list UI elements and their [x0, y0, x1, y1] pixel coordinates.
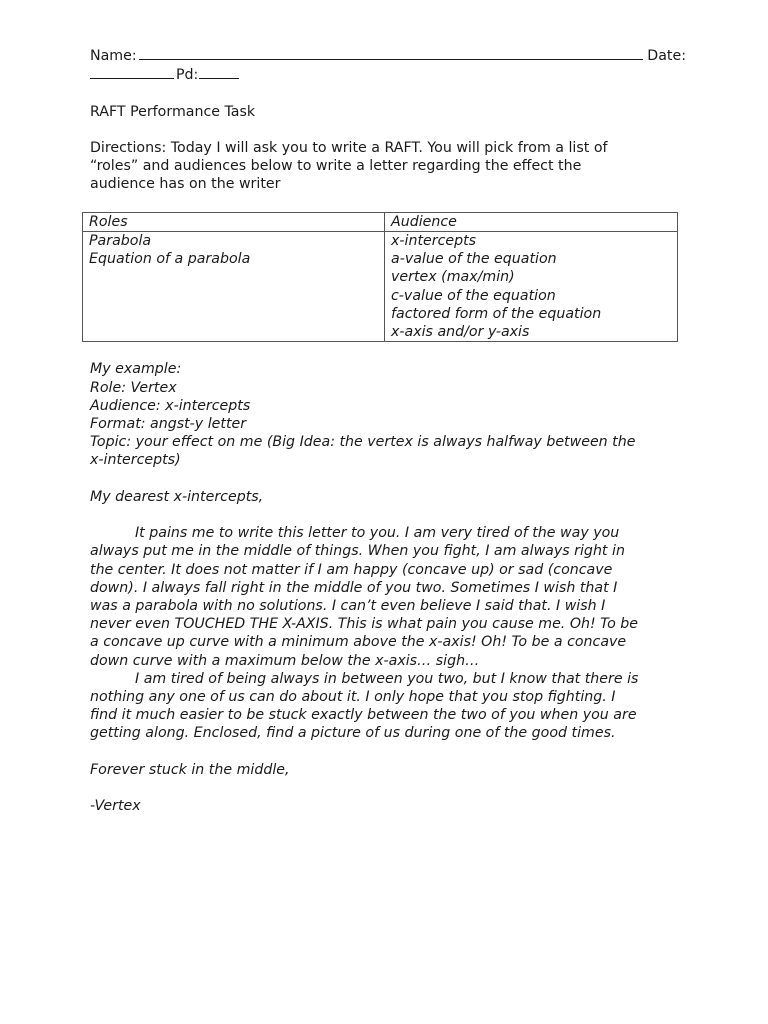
example-line: Format: angst-y letter [90, 416, 247, 432]
example-line: Topic: your effect on me (Big Idea: the vertex is always halfway between the [90, 434, 636, 451]
page-title: RAFT Performance Task [90, 103, 256, 120]
spacer [90, 470, 686, 488]
letter-closing: Forever stuck in the middle, [90, 761, 290, 778]
roles-cell [83, 231, 385, 341]
audience-item: c-value of the equation [391, 287, 556, 304]
letter-line: I am tired of being always in between you two, but I know that there is [135, 670, 639, 687]
roles-header: Roles [83, 212, 385, 231]
name-blank-line[interactable] [139, 46, 644, 60]
letter [90, 488, 686, 816]
audience-cell [385, 231, 678, 341]
letter-line: always put me in the middle of things. When you fight, I am always right in [90, 543, 625, 560]
name-date-row [90, 46, 686, 65]
letter-line: nothing any one of us can do about it. I only hope that you stop fighting. I [90, 689, 616, 706]
spacer [90, 779, 686, 797]
date-blank-line[interactable] [90, 65, 174, 79]
role-item: Parabola [89, 232, 152, 249]
example-line: Audience: x-intercepts [90, 397, 251, 414]
raft-table [82, 212, 678, 342]
letter-line: down curve with a maximum below the x-axis… sigh… [90, 652, 480, 669]
letter-line: a concave up curve with a minimum above the x-axis! Oh! To be a concave [90, 634, 627, 651]
audience-header: Audience [385, 212, 678, 231]
spacer [90, 84, 686, 102]
example-line: My example: [90, 361, 182, 378]
audience-item: vertex (max/min) [391, 269, 515, 286]
date-pd-row [90, 65, 686, 84]
directions-line: audience has on the writer [90, 176, 281, 193]
directions-line: “roles” and audiences below to write a letter regarding the effect the [90, 158, 582, 175]
letter-line: find it much easier to be stuck exactly between the two of you when you are [90, 707, 637, 724]
role-item: Equation of a parabola [89, 251, 251, 268]
table-header-row [83, 212, 678, 231]
letter-paragraph-1 [90, 524, 686, 670]
letter-paragraph-2 [90, 670, 686, 743]
name-label: Name: [90, 48, 137, 64]
table-row [83, 231, 678, 341]
date-label: Date: [647, 48, 686, 64]
letter-line: the center. It does not matter if I am happy (concave up) or sad (concave [90, 561, 613, 578]
audience-item: factored form of the equation [391, 305, 602, 322]
pd-blank-line[interactable] [199, 65, 239, 79]
audience-item: a-value of the equation [391, 251, 557, 268]
worksheet-page [90, 46, 686, 815]
letter-line: down). I always fall right in the middle of you two. Sometimes I wish that I [90, 579, 618, 596]
letter-signature: -Vertex [90, 798, 141, 815]
audience-item: x-axis and/or y-axis [391, 324, 530, 340]
letter-salutation: My dearest x-intercepts, [90, 488, 264, 505]
example-block [90, 360, 686, 469]
example-line: Role: Vertex [90, 379, 177, 396]
spacer [90, 194, 686, 212]
letter-line: getting along. Enclosed, find a picture of us during one of the good times. [90, 725, 616, 742]
spacer [90, 506, 686, 524]
directions-line: Directions: Today I will ask you to write a RAFT. You will pick from a list of [90, 139, 608, 156]
spacer [90, 342, 686, 360]
spacer [90, 743, 686, 761]
letter-line: It pains me to write this letter to you. I am very tired of the way you [135, 525, 620, 542]
letter-line: never even TOUCHED THE X-AXIS. This is what pain you cause me. Oh! To be [90, 616, 639, 633]
letter-line: was a parabola with no solutions. I can’t even believe I said that. I wish I [90, 598, 606, 614]
audience-item: x-intercepts [391, 232, 477, 249]
directions [90, 139, 686, 194]
example-line: x-intercepts) [90, 452, 181, 469]
pd-label: Pd: [176, 67, 199, 84]
spacer [90, 121, 686, 139]
